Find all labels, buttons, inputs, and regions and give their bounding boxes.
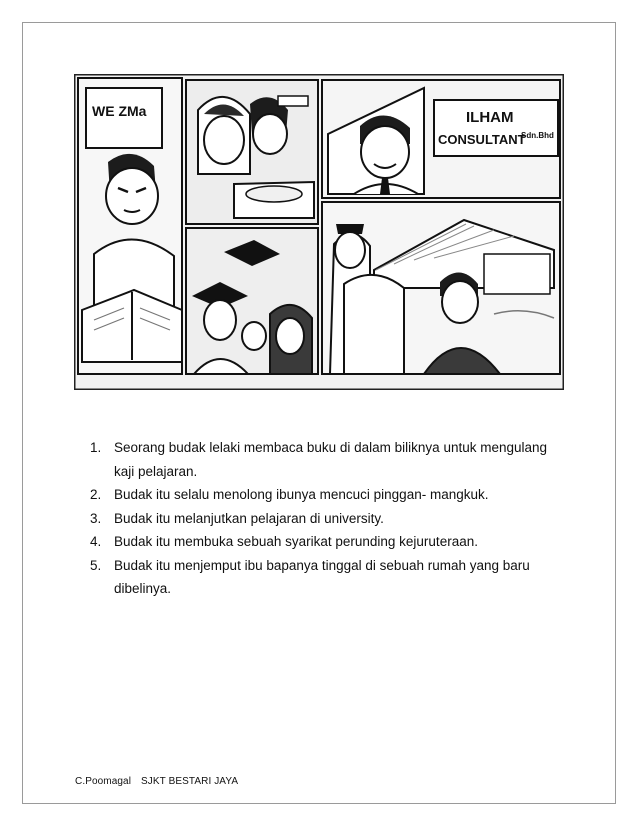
list-item <box>90 530 550 554</box>
comic-illustration <box>74 74 564 390</box>
sign-text-sdn-bhd: Sdn.Bhd <box>521 131 554 140</box>
list-item <box>90 436 550 483</box>
item-text: Budak itu membuka sebuah syarikat perunding kejuruteraan. <box>114 534 478 549</box>
footer-author: C.Poomagal <box>75 776 132 787</box>
panel-office <box>322 80 560 198</box>
list-item <box>90 554 550 601</box>
panel-graduation <box>186 228 318 374</box>
list-item <box>90 483 550 507</box>
panel-new-house <box>322 202 560 374</box>
footer <box>75 776 248 787</box>
footer-school: SJKT BESTARI JAYA <box>141 776 239 787</box>
item-number: 5. <box>90 557 102 573</box>
item-text: Seorang budak lelaki membaca buku di dalam biliknya untuk mengulang kaji pelajaran. <box>114 440 548 479</box>
item-number: 4. <box>90 534 102 549</box>
item-number: 2. <box>90 487 102 502</box>
item-text: Budak itu melanjutkan pelajaran di university. <box>114 510 384 526</box>
panel-washing-dishes <box>186 80 318 224</box>
sign-text-consultant: CONSULTANT <box>438 132 526 147</box>
panel-boy-reading <box>78 78 182 374</box>
item-text: Budak itu menjemput ibu bapanya tinggal di sebuah rumah yang baru dibelinya. <box>114 557 530 596</box>
sentence-list <box>90 436 550 601</box>
list-item <box>90 507 550 531</box>
item-number: 1. <box>90 440 102 455</box>
item-text: Budak itu selalu menolong ibunya mencuci pinggan- mangkuk. <box>114 487 489 502</box>
poster-text: WE ZMa <box>92 103 147 119</box>
item-number: 3. <box>90 510 102 526</box>
sign-text-ilham: ILHAM <box>466 109 514 126</box>
